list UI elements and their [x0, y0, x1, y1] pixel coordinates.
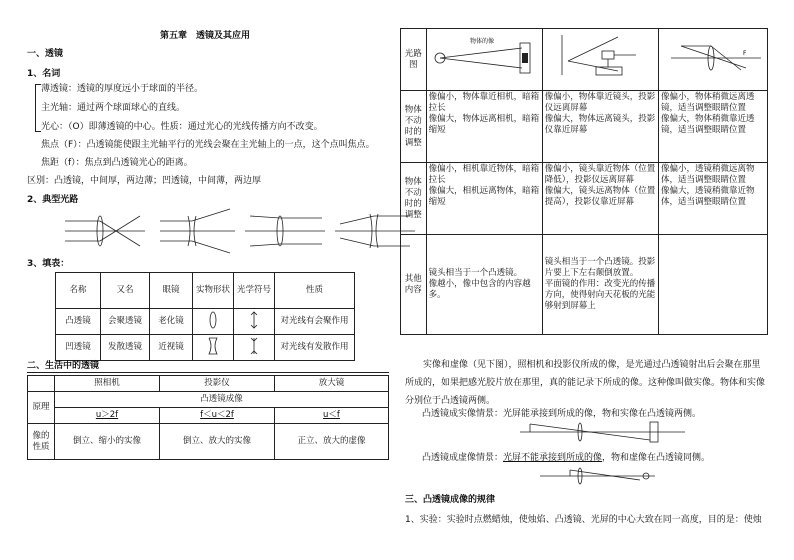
adjustment-table: [400, 28, 768, 335]
camera-diagram-cell: [426, 29, 542, 91]
magnifier-diagram: [671, 46, 761, 70]
table-header: 实物形状: [193, 273, 234, 309]
virtual-image-text-b: ，物和虚像在凸透镜同侧。: [602, 453, 711, 463]
projector-diagram: [562, 35, 636, 75]
virtual-image-diagram: [540, 466, 660, 486]
concave-lens-shape: [209, 338, 217, 354]
table-cell: 凹透镜: [56, 335, 101, 361]
cond-projector: f＜u＜2f: [160, 408, 275, 424]
table-cell: 会聚透镜: [101, 309, 150, 335]
camera-diagram-label: 物体的像: [470, 37, 495, 45]
row-head-other: 其他内容: [401, 235, 427, 335]
real-image-line: [422, 408, 767, 420]
convex-path-1: [65, 216, 145, 246]
term-main-axis: 主光轴：通过两个球面球心的直线。: [41, 103, 186, 113]
subsection-2: 2、典型光路: [27, 195, 79, 205]
magnifier-diagram-cell: [659, 29, 768, 91]
cell-adjust-1-camera: 像偏小，物体靠近相机，暗箱拉长 像偏大，物体远离相机，暗箱缩短: [426, 91, 542, 163]
cell-adjust-1-magnifier: 像偏小，物体稍微远离透镜，适当调整眼睛位置 像偏大，物体稍微靠近透镜，适当调整眼睛位置: [659, 91, 768, 163]
real-image-text: 凸透镜成实像情景：光屏能承接到所成的像，物和实像在凸透镜两侧。: [422, 409, 702, 419]
section-3-heading: 三、凸透镜成像的规律: [405, 495, 496, 505]
table-row: [56, 309, 355, 335]
row-head-adjust-2: 物体不动时的调整: [401, 163, 427, 235]
cell-other-camera: 镜头相当于一个凸透镜。 像越小，像中包含的内容越多。: [426, 235, 542, 335]
convex-path-2: [245, 216, 325, 246]
corner-cell: [28, 376, 55, 392]
table-cell: 近视镜: [150, 335, 193, 361]
difference-text: 区别：凸透镜，中间厚，两边薄；凹透镜，中间薄，两边厚: [27, 176, 262, 186]
image-magnifier: 正立、放大的虚像: [275, 424, 389, 460]
convex-shape-cell: [193, 309, 234, 335]
page-title: 第五章 透镜及其应用: [160, 31, 251, 41]
col-magnifier: 放大镜: [275, 376, 389, 392]
convex-lens-shape: [210, 312, 216, 328]
concave-lens-symbol: [251, 338, 257, 354]
table-cell: 对光线有发散作用: [275, 335, 355, 361]
cell-adjust-2-magnifier: 像偏小，透镜稍微远离物体，适当调整眼睛位置 像偏大，透镜稍微靠近物体，适当调整眼睛位置: [659, 163, 768, 235]
concave-shape-cell: [193, 335, 234, 361]
convex-lens-symbol: [251, 312, 257, 328]
virtual-image-line: [422, 452, 710, 464]
table-header: 又名: [101, 273, 150, 309]
col-projector: 投影仪: [160, 376, 275, 392]
light-path-diagrams: [60, 206, 420, 256]
virtual-image-text-underlined: 光屏不能承接到所成的像: [503, 453, 603, 463]
image-camera: 倒立、缩小的实像: [55, 424, 160, 460]
table-cell: 老化镜: [150, 309, 193, 335]
table-header: 眼镜: [150, 273, 193, 309]
cell-other-magnifier: [659, 235, 768, 335]
experiment-text: 1、实验：实验时点燃蜡烛，使烛焰、凸透镜、光屏的中心大致在同一高度，目的是：使烛: [405, 515, 762, 525]
row-image-label: 像的性质: [28, 424, 55, 460]
cell-adjust-2-camera: 像偏小，相机靠近物体，暗箱拉长 像偏大，相机远离物体，暗箱缩短: [426, 163, 542, 235]
term-thin-lens: 薄透镜：透镜的厚度远小于球面的半径。: [41, 84, 204, 94]
col-camera: 照相机: [55, 376, 160, 392]
section-2-heading: 二、生活中的透镜: [27, 361, 100, 371]
table-cell: 发散透镜: [101, 335, 150, 361]
image-projector: 倒立、放大的实像: [160, 424, 275, 460]
virtual-image-text-a: 凸透镜成虚像情景：: [422, 453, 504, 463]
table-row: [56, 335, 355, 361]
table-header: 名称: [56, 273, 101, 309]
cell-adjust-2-projector: 像偏小，镜头靠近物体（位置降低），投影仪远离屏幕 像偏大，镜头远离物体（位置提高），投影仪靠近屏幕: [542, 163, 658, 235]
subsection-1: 1、名词: [27, 69, 61, 79]
table-cell: 凸透镜: [56, 309, 101, 335]
row-head-lightpath: 光路图: [401, 29, 427, 91]
lens-fill-table: [55, 272, 355, 361]
term-optical-center: 光心：（O）即薄透镜的中心。性质：通过光心的光线传播方向不改变。: [41, 122, 323, 132]
cond-magnifier: u＜f: [275, 408, 389, 424]
cell-adjust-1-projector: 像偏小，物体靠近镜头，投影仪远离屏幕 像偏大，物体远离镜头，投影仪靠近屏幕: [542, 91, 658, 163]
subsection-3: 3、填表：: [27, 259, 70, 269]
magnifier-focus-label: F: [743, 49, 747, 57]
term-focus: 焦点（F）：凸透镜能使跟主光轴平行的光线会聚在主光轴上的一点，这个点叫焦点。: [41, 140, 375, 150]
projector-diagram-cell: [542, 29, 658, 91]
table-header: 光学符号: [234, 273, 275, 309]
row-principle-label: 原理: [28, 392, 55, 424]
principle-cell: 凸透镜成像: [55, 392, 389, 408]
section-1-heading: 一、透镜: [27, 49, 64, 59]
table-cell: 对光线有会聚作用: [275, 309, 355, 335]
camera-diagram: [435, 43, 530, 73]
concave-symbol-cell: [234, 335, 275, 361]
table-header: 性质: [275, 273, 355, 309]
cond-camera: u＞2f: [55, 408, 160, 424]
row-head-adjust-1: 物体不动时的调整: [401, 91, 427, 163]
real-virtual-paragraph: 实像和虚像（见下图），照相机和投影仪所成的像，是光通过凸透镜射出后会聚在那里所成的，如果把感光胶片放在那里，真的能记录下所成的像。这种像叫做实像。物体和实像分别位于凸透镜两侧。: [405, 360, 766, 406]
cell-other-projector: 镜头相当于一个凸透镜。投影片要上下左右颠倒放置。 平面镜的作用：改变光的传播方向，使得射向天花板的光能够射到屏幕上: [542, 235, 658, 335]
section-2-rule: [27, 372, 389, 373]
term-focal-length: 焦距（f）：焦点到凸透镜光心的距离。: [41, 158, 193, 168]
concave-path-1: [160, 209, 235, 253]
real-image-diagram: [520, 420, 690, 444]
convex-symbol-cell: [234, 309, 275, 335]
life-lens-table: [27, 375, 389, 460]
